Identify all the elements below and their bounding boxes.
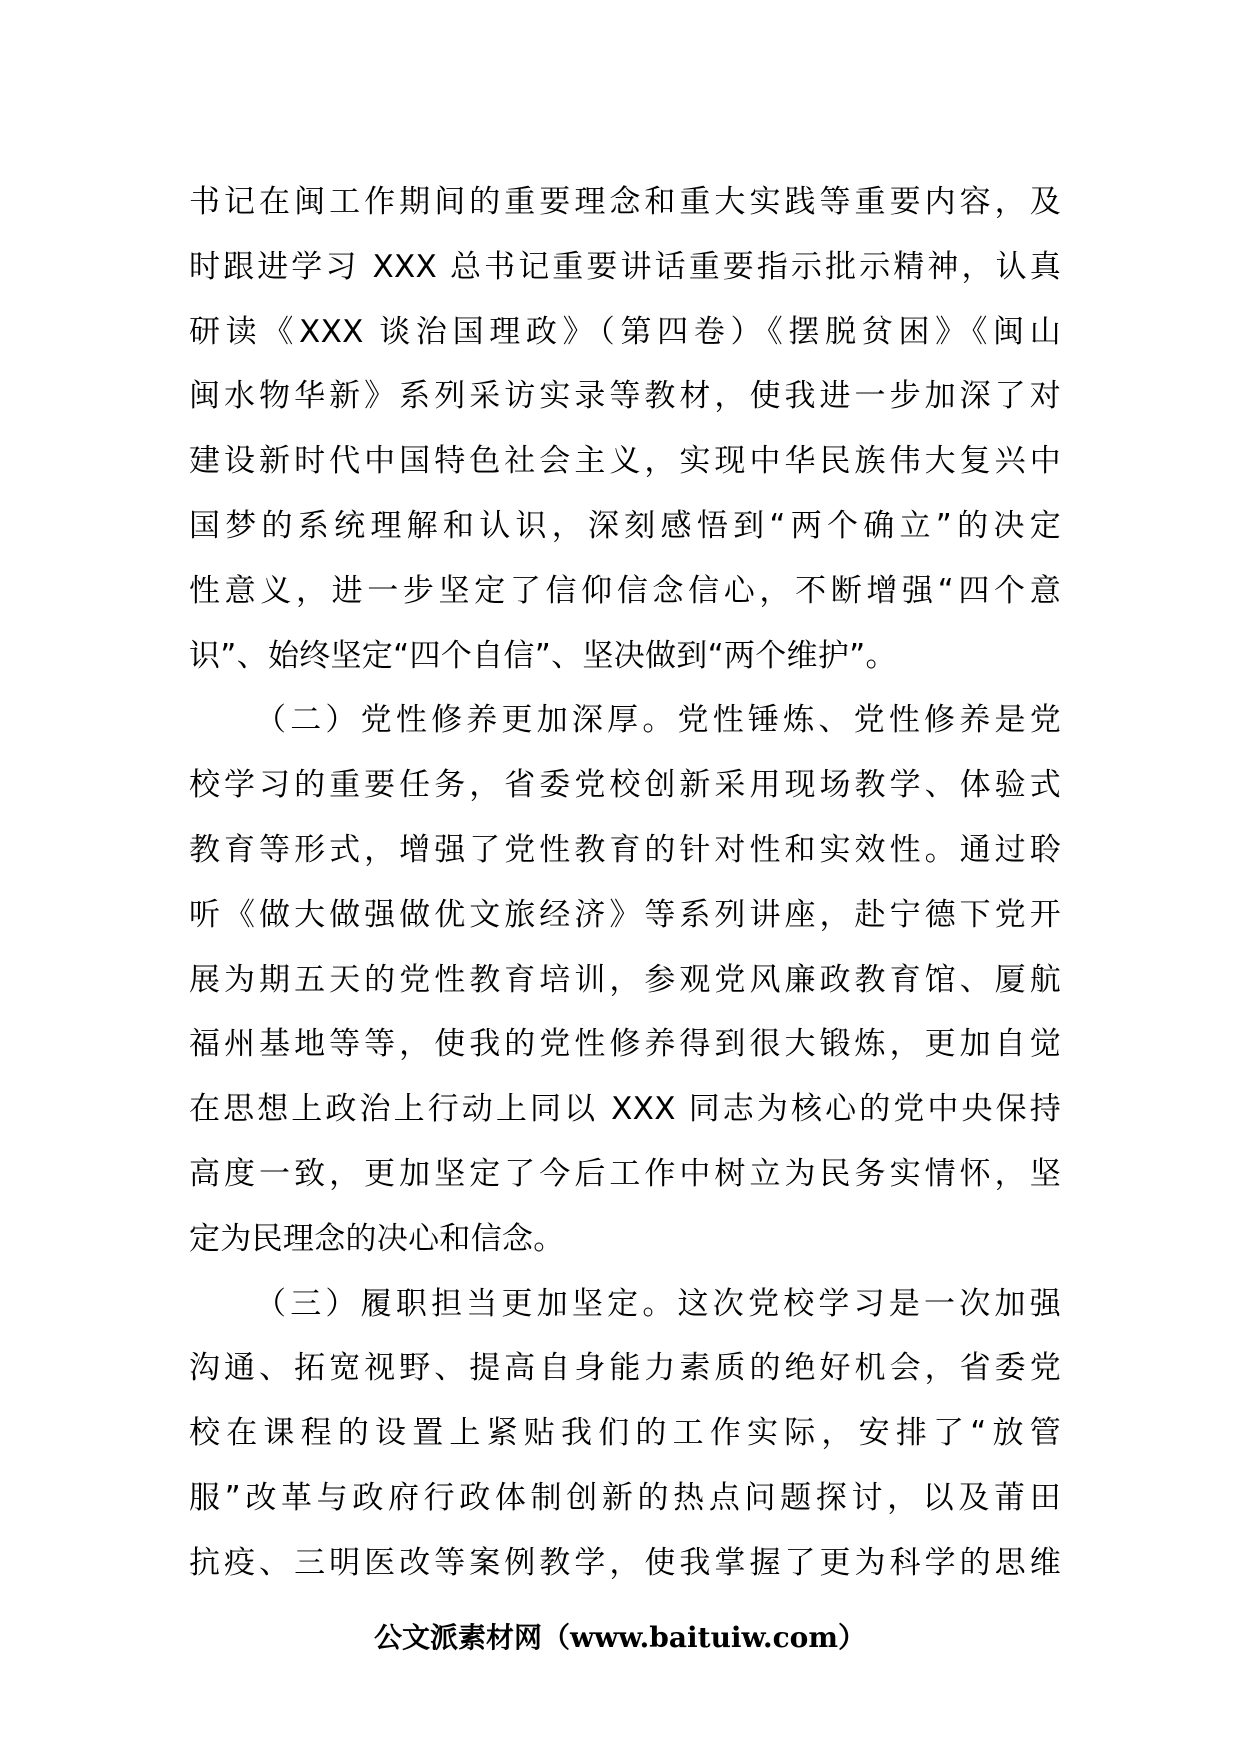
document-body xyxy=(189,170,1061,1596)
text-line: 校学习的重要任务，省委党校创新采用现场教学、体验式 xyxy=(189,767,1061,804)
text-line: 国梦的系统理解和认识，深刻感悟到“两个确立”的决定 xyxy=(189,507,1061,544)
text-line: 定为民理念的决心和信念。 xyxy=(189,1220,565,1257)
text-line: 闽水物华新》系列采访实录等教材，使我进一步加深了对 xyxy=(189,378,1061,415)
text-line: 听《做大做强做优文旅经济》等系列讲座，赴宁德下党开 xyxy=(189,896,1061,933)
text-line: 研读《XXX 谈治国理政》（第四卷）《摆脱贫困》《闽山 xyxy=(189,313,1061,350)
text-line: 展为期五天的党性教育培训，参观党风廉政教育馆、厦航 xyxy=(189,961,1061,998)
text-line: 高度一致，更加坚定了今后工作中树立为民务实情怀，坚 xyxy=(189,1155,1061,1192)
section-heading-line: （二）党性修养更加深厚。党性锤炼、党性修养是党 xyxy=(255,702,1061,739)
text-line: 在思想上政治上行动上同以 XXX 同志为核心的党中央保持 xyxy=(189,1091,1061,1128)
text-line: 建设新时代中国特色社会主义，实现中华民族伟大复兴中 xyxy=(189,443,1061,480)
text-line: 书记在闽工作期间的重要理念和重大实践等重要内容，及 xyxy=(189,184,1061,220)
text-line: 教育等形式，增强了党性教育的针对性和实效性。通过聆 xyxy=(189,831,1061,868)
text-line: 性意义，进一步坚定了信仰信念信心，不断增强“四个意 xyxy=(189,572,1061,609)
text-line: 服”改革与政府行政体制创新的热点问题探讨，以及莆田 xyxy=(189,1479,1061,1516)
text-line: 校在课程的设置上紧贴我们的工作实际，安排了“放管 xyxy=(189,1415,1061,1452)
text-line: 识”、始终坚定“四个自信”、坚决做到“两个维护”。 xyxy=(189,637,897,674)
text-line: 沟通、拓宽视野、提高自身能力素质的绝好机会，省委党 xyxy=(189,1350,1061,1387)
text-line: 抗疫、三明医改等案例教学，使我掌握了更为科学的思维 xyxy=(189,1544,1061,1581)
section-heading-line: （三）履职担当更加坚定。这次党校学习是一次加强 xyxy=(255,1285,1061,1322)
text-line: 福州基地等等，使我的党性修养得到很大锻炼，更加自觉 xyxy=(189,1026,1061,1063)
footer-watermark: 公文派素材网（www.baituiw.com） xyxy=(374,1621,866,1654)
text-line: 时跟进学习 XXX 总书记重要讲话重要指示批示精神，认真 xyxy=(189,248,1061,285)
